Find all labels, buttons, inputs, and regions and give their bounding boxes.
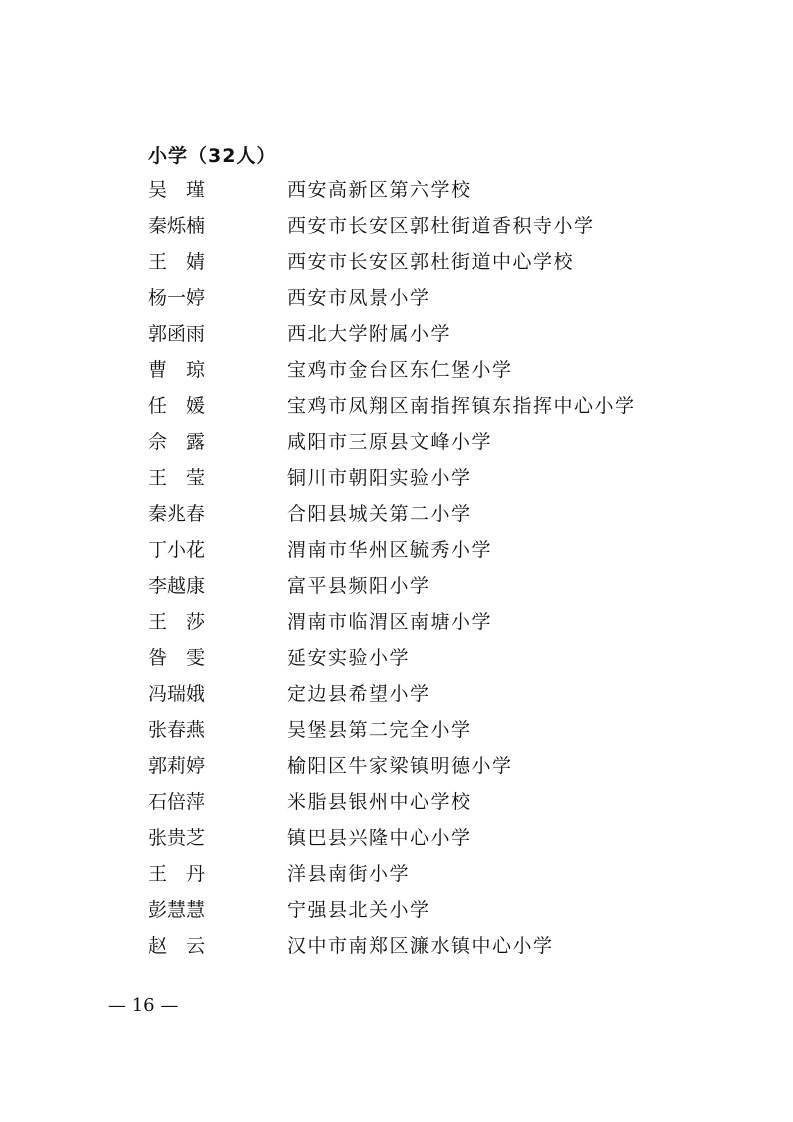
person-name: 王 丹 (148, 863, 206, 885)
person-name: 张贵芝 (148, 827, 206, 849)
list-item (0, 712, 793, 748)
school-name: 宝鸡市凤翔区南指挥镇东指挥中心小学 (287, 395, 636, 417)
list-item (0, 352, 793, 388)
school-name: 合阳县城关第二小学 (287, 503, 472, 525)
list-item (0, 784, 793, 820)
award-list (0, 172, 793, 964)
list-item (0, 928, 793, 964)
person-name: 曹 琼 (148, 359, 206, 381)
school-name: 西安市长安区郭杜街道香积寺小学 (287, 215, 595, 237)
list-item (0, 172, 793, 208)
person-name: 秦兆春 (148, 503, 206, 525)
person-name: 吴 瑾 (148, 179, 206, 201)
list-item (0, 532, 793, 568)
school-name: 汉中市南郑区濂水镇中心小学 (287, 935, 554, 957)
list-item (0, 460, 793, 496)
school-name: 镇巴县兴隆中心小学 (287, 827, 472, 849)
list-item (0, 388, 793, 424)
school-name: 渭南市华州区毓秀小学 (287, 539, 493, 561)
list-item (0, 856, 793, 892)
person-name: 赵 云 (148, 935, 206, 957)
person-name: 杨一婷 (148, 287, 206, 309)
school-name: 定边县希望小学 (287, 683, 431, 705)
person-name: 秦烁楠 (148, 215, 206, 237)
school-name: 西安高新区第六学校 (287, 179, 472, 201)
list-item (0, 208, 793, 244)
school-name: 西安市长安区郭杜街道中心学校 (287, 251, 575, 273)
list-item (0, 244, 793, 280)
person-name: 王 婧 (148, 251, 206, 273)
person-name: 昝 雯 (148, 647, 206, 669)
school-name: 延安实验小学 (287, 647, 411, 669)
list-item (0, 496, 793, 532)
person-name: 佘 露 (148, 431, 206, 453)
school-name: 宝鸡市金台区东仁堡小学 (287, 359, 513, 381)
list-item (0, 640, 793, 676)
list-item (0, 280, 793, 316)
person-name: 李越康 (148, 575, 206, 597)
list-item (0, 676, 793, 712)
school-name: 洋县南街小学 (287, 863, 411, 885)
person-name: 任 媛 (148, 395, 206, 417)
school-name: 咸阳市三原县文峰小学 (287, 431, 493, 453)
school-name: 铜川市朝阳实验小学 (287, 467, 472, 489)
person-name: 丁小花 (148, 539, 206, 561)
person-name: 王 莹 (148, 467, 206, 489)
person-name: 王 莎 (148, 611, 206, 633)
school-name: 米脂县银州中心学校 (287, 791, 472, 813)
school-name: 西安市凤景小学 (287, 287, 431, 309)
school-name: 富平县频阳小学 (287, 575, 431, 597)
school-name: 榆阳区牛家梁镇明德小学 (287, 755, 513, 777)
list-item (0, 748, 793, 784)
person-name: 郭函雨 (148, 323, 206, 345)
person-name: 冯瑞娥 (148, 683, 206, 705)
person-name: 郭莉婷 (148, 755, 206, 777)
school-name: 西北大学附属小学 (287, 323, 452, 345)
school-name: 渭南市临渭区南塘小学 (287, 611, 493, 633)
person-name: 石倍萍 (148, 791, 206, 813)
list-item (0, 820, 793, 856)
list-item (0, 568, 793, 604)
section-title: 小学（32人） (148, 145, 277, 167)
list-item (0, 604, 793, 640)
page-number: — 16 — (108, 995, 179, 1016)
list-item (0, 424, 793, 460)
school-name: 吴堡县第二完全小学 (287, 719, 472, 741)
list-item (0, 892, 793, 928)
person-name: 张春燕 (148, 719, 206, 741)
person-name: 彭慧慧 (148, 899, 206, 921)
school-name: 宁强县北关小学 (287, 899, 431, 921)
list-item (0, 316, 793, 352)
